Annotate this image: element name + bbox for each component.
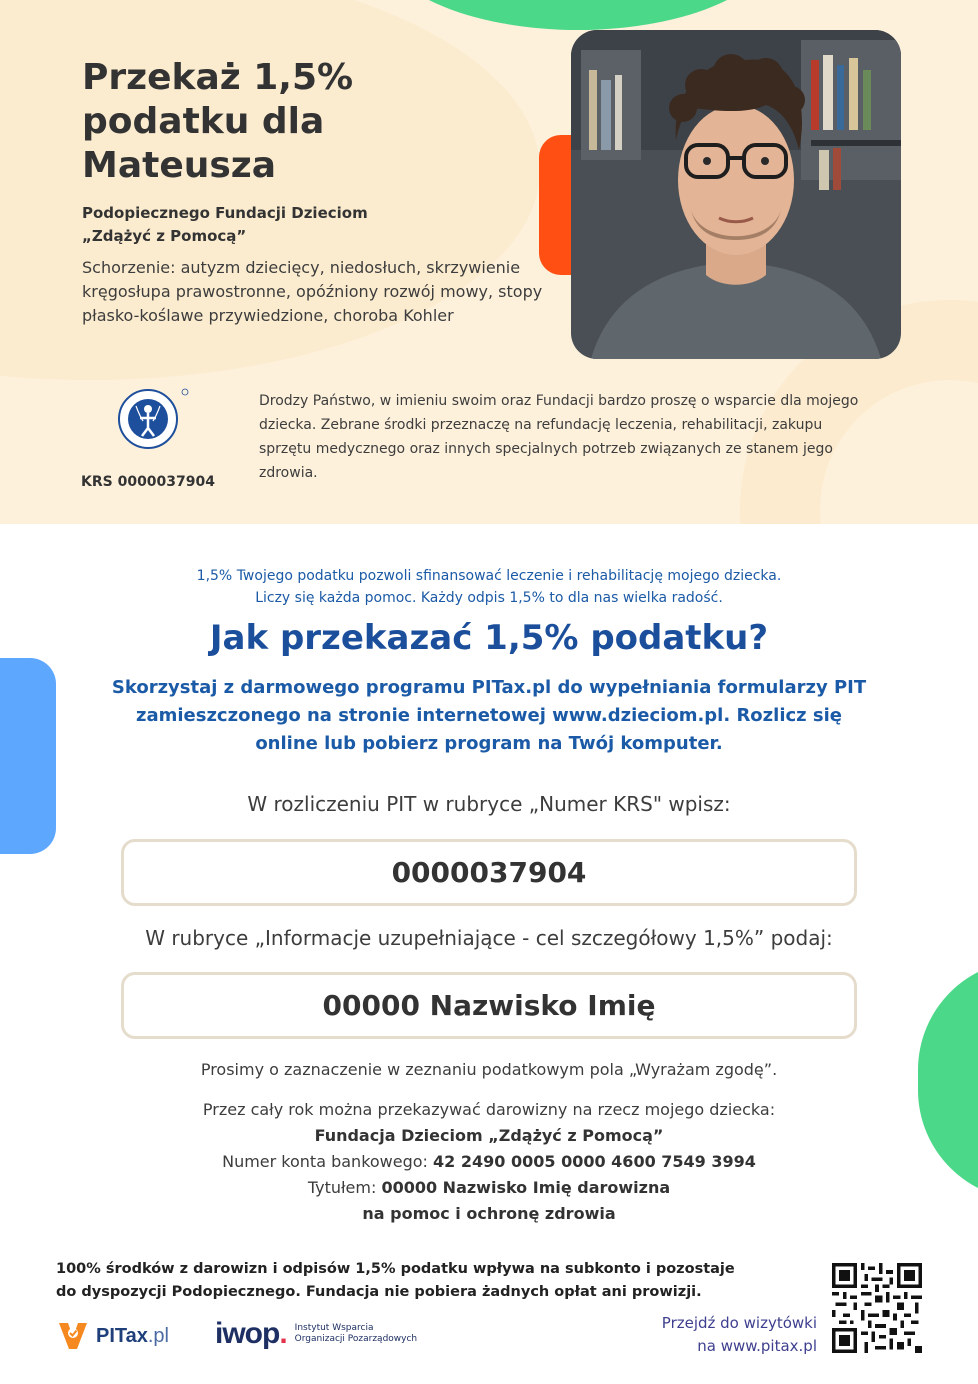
how-to-text: Skorzystaj z darmowego programu PITax.pl do wypełniania formularzy PIT zamieszczonego na stronie internetowej www.dzieciom.pl. Rozlicz się online lub pobierz program na Twój komputer. [111, 677, 867, 754]
iwop-dot: . [279, 1317, 287, 1350]
pitax-wordmark [96, 1325, 169, 1348]
consent-text: Prosimy o zaznaczenie w zeznaniu podatkowym pola „Wyrażam zgodę”. [200, 1060, 778, 1079]
krs-instruction: W rozliczeniu PIT w rubryce „Numer KRS" wpisz: [247, 792, 731, 816]
title-value-1: 00000 Nazwisko Imię darowizna [381, 1178, 671, 1197]
subtitle [82, 202, 522, 248]
how-to-title: Jak przekazać 1,5% podatku? [209, 618, 769, 658]
subtitle-line-1: Podopiecznego Fundacji Dzieciom [82, 204, 368, 222]
krs-label: KRS 0000037904 [81, 474, 215, 490]
donate-org: Fundacja Dzieciom „Zdążyć z Pomocą” [314, 1126, 664, 1145]
transfer-title-line [0, 1175, 978, 1201]
info-instruction: W rubryce „Informacje uzupełniające - cel szczegółowy 1,5%” podaj: [145, 926, 833, 950]
iwop-logo[interactable] [215, 1317, 417, 1351]
intro-line-2: Liczy się każda pomoc. Każdy odpis 1,5% to dla nas wielka radość. [255, 590, 723, 606]
iwop-sub-line-2: Organizacji Pozarządowych [294, 1334, 418, 1344]
iwop-brand: iwop [215, 1317, 280, 1350]
qr-code-icon[interactable] [832, 1263, 922, 1353]
condition-text: Schorzenie: autyzm dziecięcy, niedosłuch, skrzywienie kręgosłupa prawostronne, opóźniony rozwój mowy, stopy płasko-koślawe przywiedzione, choroba Kohler [82, 258, 543, 325]
footer-note: 100% środków z darowizn i odpisów 1,5% podatku wpływa na subkonto i pozostaje do dyspozycji Podopiecznego. Fundacja nie pobiera żadnych opłat ani prowizji. [56, 1261, 735, 1300]
blue-blob [0, 658, 56, 854]
visit-link[interactable] [600, 1312, 817, 1358]
green-blob-top [378, 0, 778, 30]
page-title: Przekaż 1,5% podatku dla Mateusza [82, 57, 354, 186]
krs-number-box: 0000037904 [121, 839, 857, 906]
hero-section [0, 0, 978, 524]
donate-line-1: Przez cały rok można przekazywać darowizny na rzecz mojego dziecka: [202, 1100, 776, 1119]
iwop-sub-line-1: Instytut Wsparcia [294, 1323, 374, 1333]
subtitle-line-2: „Zdążyć z Pomocą” [82, 227, 247, 245]
info-value-box: 00000 Nazwisko Imię [121, 972, 857, 1039]
pitax-brand: PITax [96, 1324, 148, 1347]
title-value-2: na pomoc i ochronę zdrowia [362, 1204, 616, 1223]
title-label: Tytułem: [307, 1178, 382, 1197]
account-number: 42 2490 0005 0000 4600 7549 3994 [433, 1152, 756, 1171]
appeal-letter: Drodzy Państwo, w imieniu swoim oraz Fundacji bardzo proszę o wsparcie dla mojego dziecka. Zebrane środki przeznaczę na refundację leczenia, rehabilitacji, zakupu sprzętu medycznego oraz innych specjalnych potrzeb związanych ze stanem jego zdrowia. [259, 393, 859, 481]
visit-line-2: na www.pitax.pl [697, 1337, 817, 1355]
pitax-logo-icon [56, 1319, 90, 1353]
iwop-subtitle [295, 1323, 417, 1345]
fundacja-dzieciom-logo [103, 388, 193, 450]
bank-account-line [0, 1149, 978, 1175]
pitax-suffix: .pl [147, 1324, 169, 1347]
portrait-photo [571, 30, 901, 359]
intro-text [100, 565, 878, 609]
account-label: Numer konta bankowego: [222, 1152, 434, 1171]
intro-line-1: 1,5% Twojego podatku pozwoli sfinansować leczenie i rehabilitację mojego dziecka. [196, 568, 782, 584]
pitax-logo[interactable] [56, 1319, 169, 1353]
iwop-wordmark [215, 1317, 287, 1351]
visit-line-1: Przejdź do wizytówki [661, 1314, 817, 1332]
donation-info [0, 1097, 978, 1227]
